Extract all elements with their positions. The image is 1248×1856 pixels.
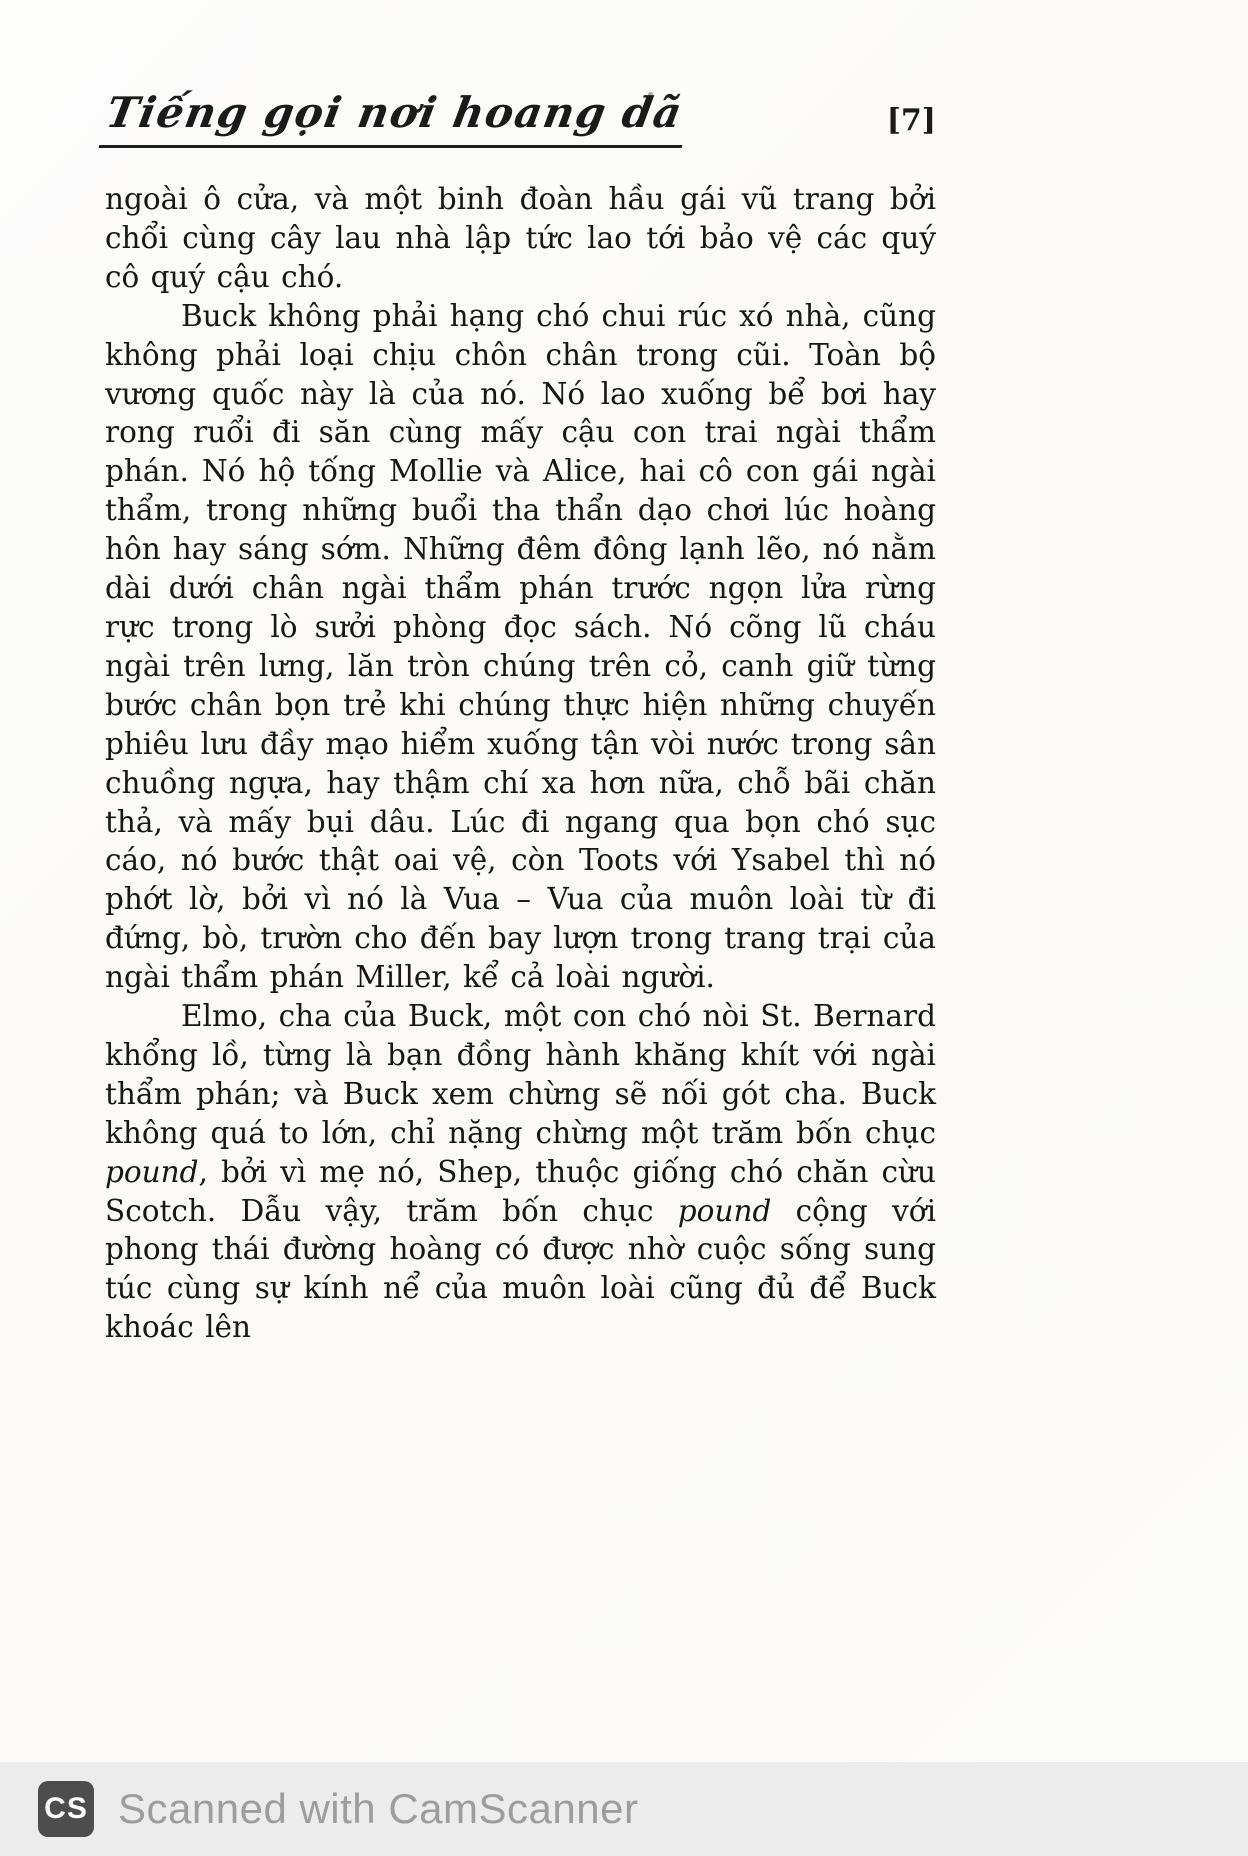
camscanner-logo-icon: CS [38,1781,94,1837]
paragraph [105,997,936,1347]
paragraph [105,297,936,997]
page-number: [7] [886,103,936,138]
camscanner-watermark-bar [0,1762,1248,1856]
text-run: , bởi vì mẹ nó, Shep, thuộc giống chó chăn cừu Scotch. Dẫu vậy, trăm bốn chục [105,1154,936,1228]
page-header [104,88,936,148]
text-run: ngoài ô cửa, và một binh đoàn hầu gái vũ trang bởi chổi cùng cây lau nhà lập tức lao tới bảo vệ các quý cô quý cậu chó. [105,182,936,294]
italic-text: pound [677,1193,772,1228]
body-text [105,180,936,1347]
text-run: Elmo, cha của Buck, một con chó nòi St. Bernard khổng lồ, từng là bạn đồng hành khăng khít với ngài thẩm phán; và Buck xem chừng sẽ nối gót cha. Buck không quá to lớn, chỉ nặng chừng một trăm bốn chục [105,999,936,1150]
paragraph [105,180,936,297]
camscanner-watermark-text: Scanned with CamScanner [118,1785,639,1832]
text-run: Buck không phải hạng chó chui rúc xó nhà, cũng không phải loại chịu chôn chân trong cũi. Toàn bộ vương quốc này là của nó. Nó lao xuống bể bơi hay rong ruổi đi săn cùng mấy cậu con trai ngài thẩm phán. Nó hộ tống Mollie và Alice, hai cô con gái ngài thẩm, trong những buổi tha thẩn dạo chơi lúc hoàng hôn hay sáng sớm. Những đêm đông lạnh lẽo, nó nằm dài dưới chân ngài thẩm phán trước ngọn lửa rừng rực trong lò sưởi phòng đọc sách. Nó cõng lũ cháu ngài trên lưng, lăn tròn chúng trên cỏ, canh giữ từng bước chân bọn trẻ khi chúng thực hiện những chuyến phiêu lưu đầy mạo hiểm xuống tận vòi nước trong sân chuồng ngựa, hay thậm chí xa hơn nữa, chỗ bãi chăn thả, và mấy bụi dâu. Lúc đi ngang qua bọn chó sục cáo, nó bước thật oai vệ, còn Toots với Ysabel thì nó phớt lờ, bởi vì nó là Vua – Vua của muôn loài từ đi đứng, bò, trườn cho đến bay lượn trong trang trại của ngài thẩm phán Miller, kể cả loài người. [105,298,936,995]
running-title: Tiếng gọi nơi hoang dã [99,88,693,148]
italic-text: pound [105,1154,199,1189]
text-run: cộng với phong thái đường hoàng có được nhờ cuộc sống sung túc cùng sự kính nể của muôn loài cũng đủ để Buck khoác lên [105,1193,937,1345]
